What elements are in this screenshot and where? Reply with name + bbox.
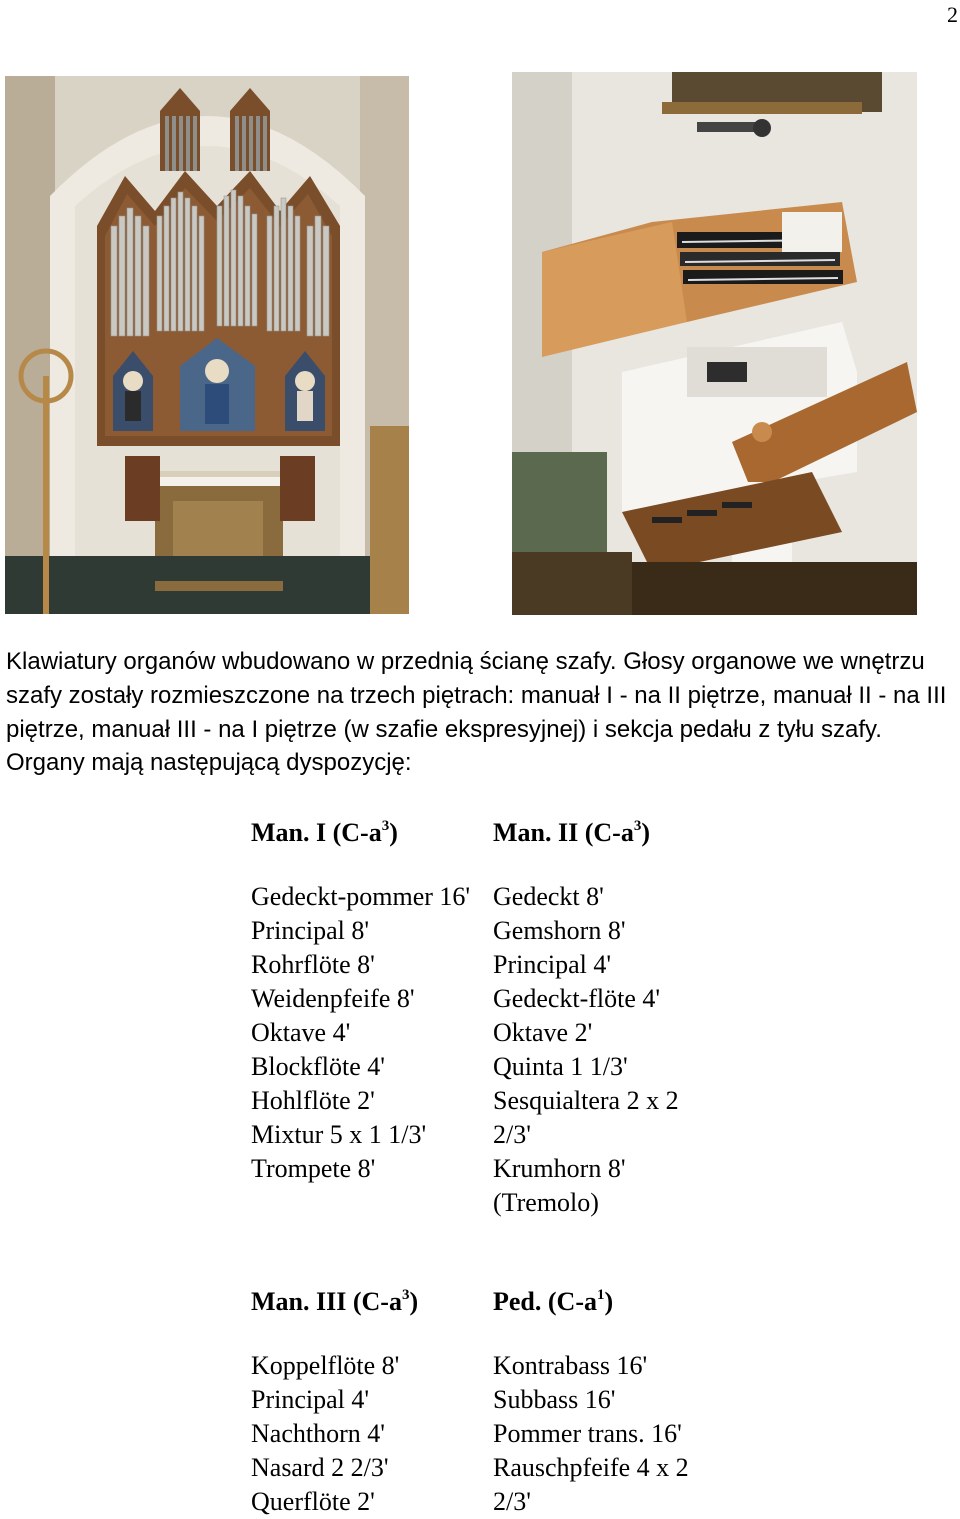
stop-item: Blockflöte 4' xyxy=(251,1052,385,1081)
stop-item: Querflöte 2' xyxy=(251,1487,375,1516)
organ-console-photo xyxy=(512,72,917,615)
stop-item: Oktave 4' xyxy=(251,1018,351,1047)
stop-item: Rauschpfeife 4 x 2 2/3' xyxy=(493,1453,689,1516)
stop-item: (Tremolo) xyxy=(493,1188,599,1217)
stop-item: Gedeckt-pommer 16' xyxy=(251,882,471,911)
stop-item: Trompete 8' xyxy=(251,1154,376,1183)
division-man2 xyxy=(493,816,718,1220)
stop-item: Subbass 16' xyxy=(493,1385,616,1414)
stop-item: Nasard 2 2/3' xyxy=(251,1453,389,1482)
stop-item: Krumhorn 8' xyxy=(493,1154,626,1183)
stop-item: Mixtur 5 x 1 1/3' xyxy=(251,1120,427,1149)
stop-item: Principal 4' xyxy=(251,1385,370,1414)
stop-item: Kontrabass 16' xyxy=(493,1351,648,1380)
stop-item: Gedeckt 8' xyxy=(493,882,604,911)
stop-item: Koppelflöte 8' xyxy=(251,1351,400,1380)
stop-item: Principal 4' xyxy=(493,950,612,979)
stop-item: Oktave 2' xyxy=(493,1018,593,1047)
stop-item: Hohlflöte 2' xyxy=(251,1086,375,1115)
organ-facade-photo xyxy=(5,76,409,614)
division-pedal xyxy=(493,1285,718,1519)
division-man1 xyxy=(251,816,486,1186)
stop-item: Gemshorn 8' xyxy=(493,916,626,945)
stop-item: Gedeckt-flöte 4' xyxy=(493,984,661,1013)
stop-item: Weidenpfeife 8' xyxy=(251,984,415,1013)
division-heading: Man. III $(C-a^3)$ xyxy=(251,1287,419,1316)
stop-item: Sesquialtera 2 x 2 2/3' xyxy=(493,1086,679,1149)
division-man3 xyxy=(251,1285,486,1519)
stop-item: Quinta 1 1/3' xyxy=(493,1052,628,1081)
stop-item: Pommer trans. 16' xyxy=(493,1419,682,1448)
body-paragraph: Klawiatury organów wbudowano w przednią ścianę szafy. Głosy organowe we wnętrzu szafy zostały rozmieszczone na trzech piętrach: manuał I - na II piętrze, manuał II - na III piętrze, manuał III - na I piętrze (w szafie ekspresyjnej) i sekcja pedału z tyłu szafy. Organy mają następującą dyspozycję: xyxy=(6,648,947,777)
stop-item: Rohrflöte 8' xyxy=(251,950,375,979)
division-heading: Man. I $(C-a^3)$ xyxy=(251,818,398,847)
division-heading: Ped. $(C-a^1)$ xyxy=(493,1287,614,1316)
stop-item: Nachthorn 4' xyxy=(251,1419,385,1448)
division-heading: Man. II $(C-a^3)$ xyxy=(493,818,651,847)
page-number: 2 xyxy=(947,2,958,27)
stop-item: Principal 8' xyxy=(251,916,370,945)
